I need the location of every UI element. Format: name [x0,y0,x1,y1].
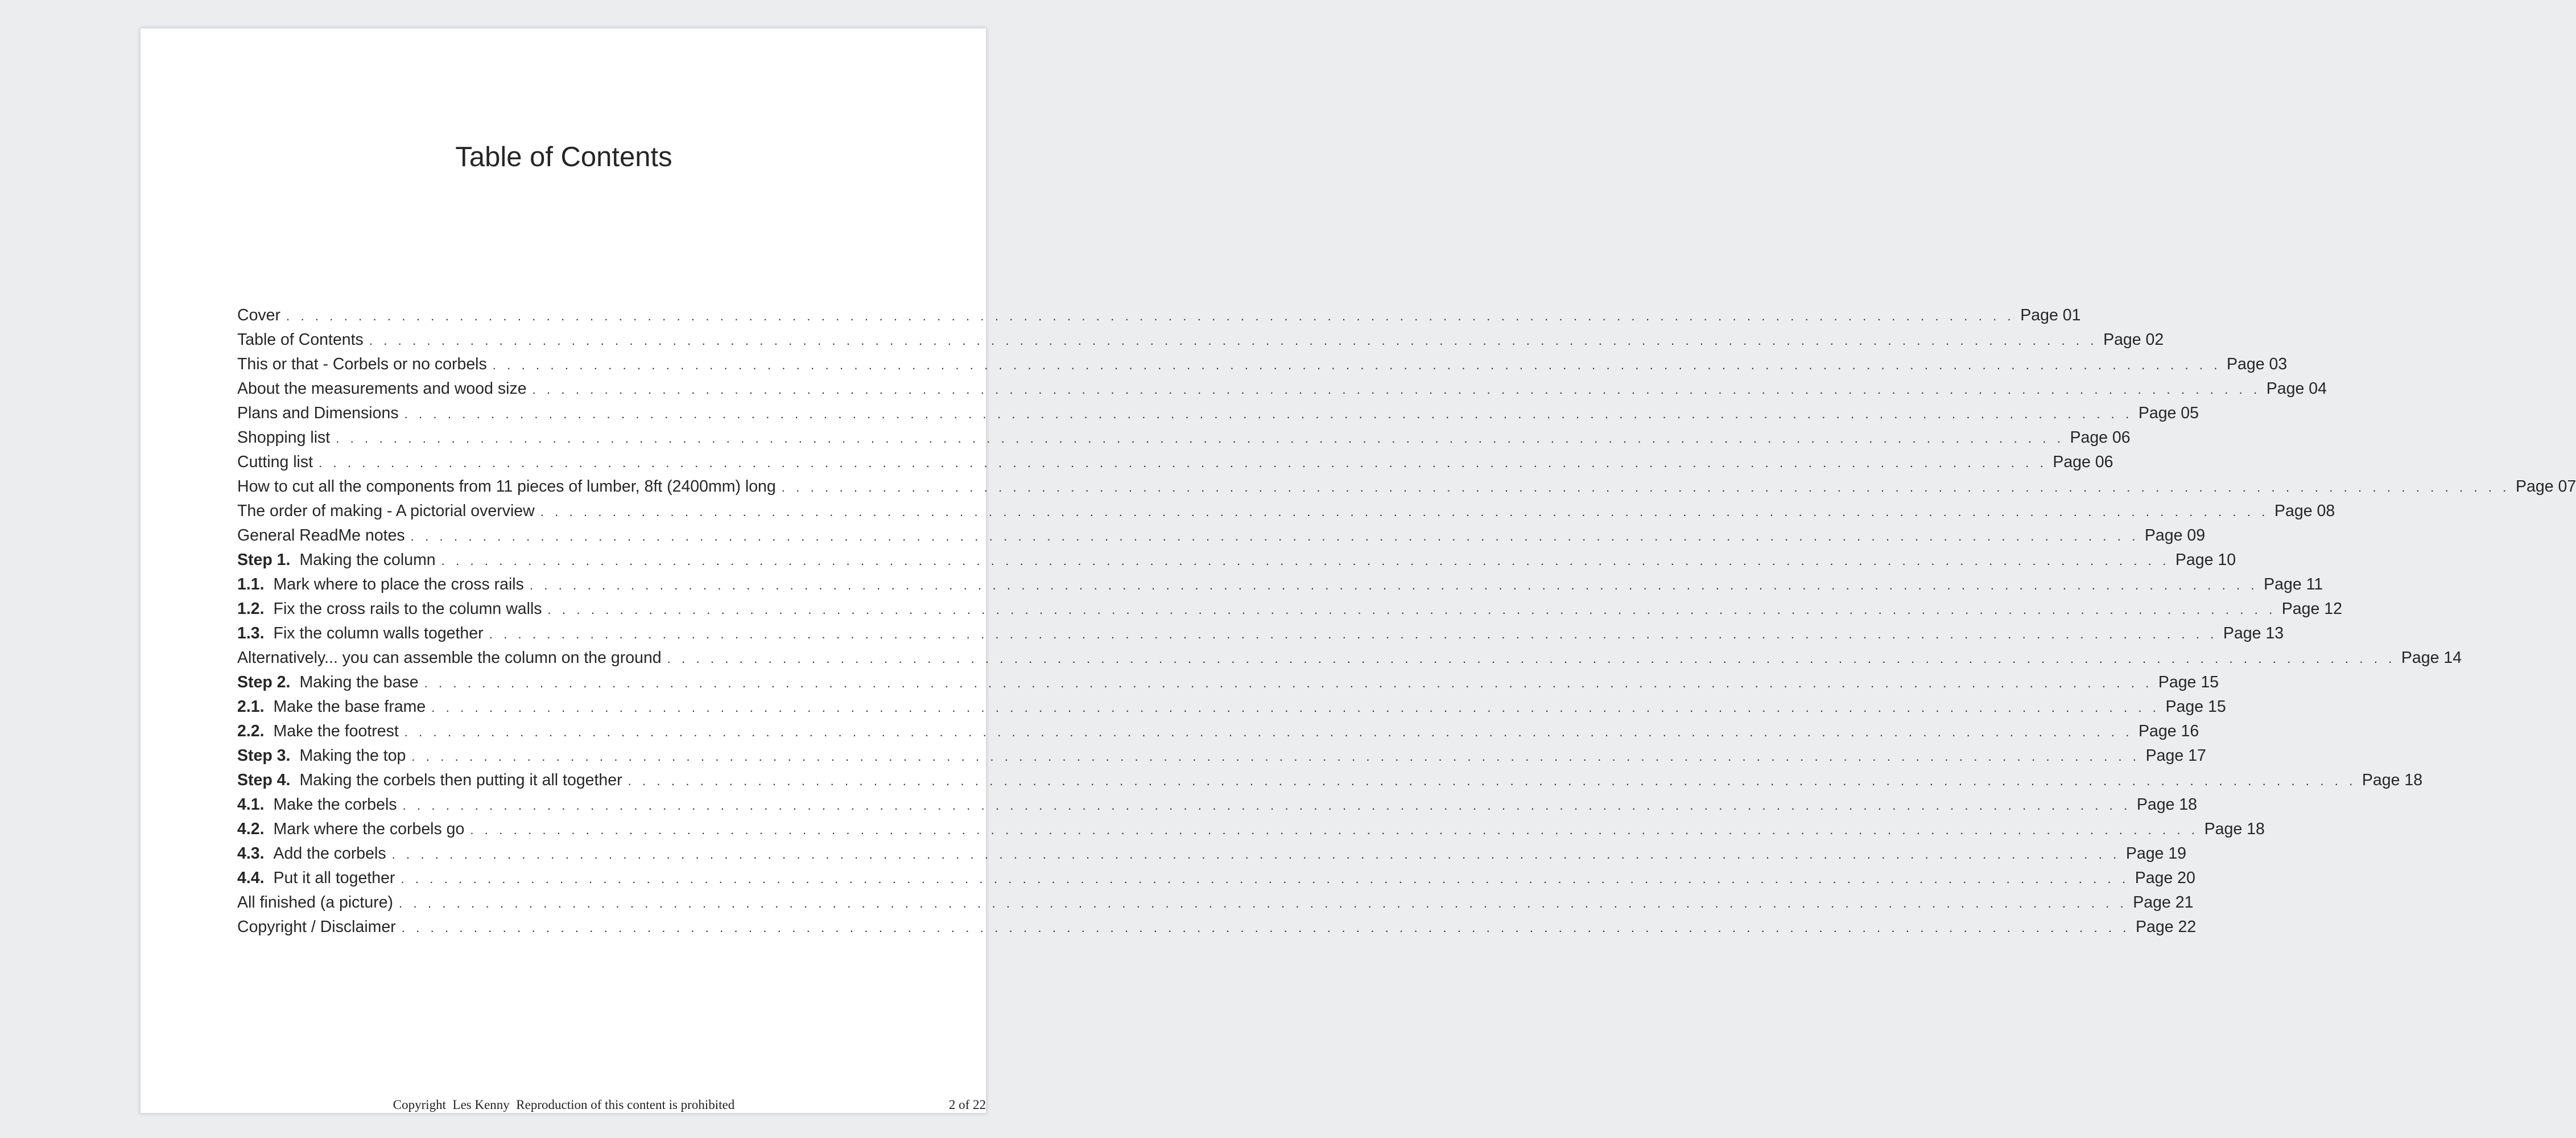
toc-entry-title [237,475,782,499]
toc-entry[interactable] [237,328,2164,352]
page-title: Table of Contents [455,142,672,172]
toc-entry[interactable] [237,866,2195,890]
toc-entry-title [237,548,441,572]
toc-entry[interactable] [237,621,2284,646]
toc-entry-page: Page 16 [2139,722,2199,740]
toc-entry-label: Add the corbels [273,844,386,863]
toc-entry[interactable] [237,817,2265,842]
toc-entry-number: 1.1. [237,575,265,593]
toc-entry-page: Page 22 [2136,918,2197,936]
toc-entry-label: Make the corbels [273,795,397,814]
toc-entry-page: Page 03 [2227,355,2288,373]
toc-entry-number: 4.4. [237,869,265,887]
toc-entry[interactable] [237,499,2335,523]
toc-entry-title [237,915,402,939]
toc-entry-page: Page 12 [2281,600,2342,618]
toc-entry-title [237,793,403,817]
toc-dot-leader: . . . . . . . . . . . . . . . . . . . . . . . . . . . . . . . . . . . . . . . . . . . . . . . . . . . . . . . . . . . . . . . . . . . . . . . . . . . . . . . . . . . . . . . . . . . . . . . . . . . . . . . . . . . . . . . . . . . . . . . . [369,333,2098,348]
toc-dot-leader: . . . . . . . . . . . . . . . . . . . . . . . . . . . . . . . . . . . . . . . . . . . . . . . . . . . . . . . . . . . . . . . . . . . . . . . . . . . . . . . . . . . . . . . . . . . . . . . . . . . . . . . . . . . . . . . . . . . . . . . . [489,627,2218,641]
toc-entry-number: 4.3. [237,844,265,863]
toc-entry-page: Page 06 [2053,453,2113,471]
toc-dot-leader: . . . . . . . . . . . . . . . . . . . . . . . . . . . . . . . . . . . . . . . . . . . . . . . . . . . . . . . . . . . . . . . . . . . . . . . . . . . . . . . . . . . . . . . . . . . . . . . . . . . . . . . . . . . . . . . . . . . . . . . . [492,358,2222,372]
toc-entry[interactable] [237,793,2198,817]
toc-entry[interactable] [237,695,2226,719]
toc-entry-page: Page 02 [2103,331,2164,349]
toc-entry-number: 4.1. [237,795,265,814]
toc-entry-page: Page 04 [2266,380,2327,398]
toc-entry-label: Fix the column walls together [273,624,484,642]
toc-entry-page: Page 18 [2204,820,2265,838]
toc-dot-leader: . . . . . . . . . . . . . . . . . . . . . . . . . . . . . . . . . . . . . . . . . . . . . . . . . . . . . . . . . . . . . . . . . . . . . . . . . . . . . . . . . . . . . . . . . . . . . . . . . . . . . . . . . . . . . . . . . . . . . . . . [404,407,2133,421]
toc-dot-leader: . . . . . . . . . . . . . . . . . . . . . . . . . . . . . . . . . . . . . . . . . . . . . . . . . . . . . . . . . . . . . . . . . . . . . . . . . . . . . . . . . . . . . . . . . . . . . . . . . . . . . . . . . . . . . . . . . . . . . . . . [391,847,2120,861]
toc-entry-label: Making the corbels then putting it all together [299,771,622,789]
toc-dot-leader: . . . . . . . . . . . . . . . . . . . . . . . . . . . . . . . . . . . . . . . . . . . . . . . . . . . . . . . . . . . . . . . . . . . . . . . . . . . . . . . . . . . . . . . . . . . . . . . . . . . . . . . . . . . . . . . . . . . . . . . . [399,896,2128,910]
toc-entry-number: Step 3. [237,747,291,765]
toc-entry-page: Page 14 [2401,649,2462,667]
toc-entry-title [237,401,404,426]
toc-dot-leader: . . . . . . . . . . . . . . . . . . . . . . . . . . . . . . . . . . . . . . . . . . . . . . . . . . . . . . . . . . . . . . . . . . . . . . . . . . . . . . . . . . . . . . . . . . . . . . . . . . . . . . . . . . . . . . . . . . . . . . . . [319,456,2047,470]
toc-entry-label: Cutting list [237,453,313,471]
toc-entry-page: Page 18 [2136,795,2198,814]
toc-entry-label: Copyright / Disclaimer [237,918,396,936]
toc-entry-label: Make the footrest [273,722,399,740]
toc-entry-label: About the measurements and wood size [237,380,527,398]
toc-dot-leader: . . . . . . . . . . . . . . . . . . . . . . . . . . . . . . . . . . . . . . . . . . . . . . . . . . . . . . . . . . . . . . . . . . . . . . . . . . . . . . . . . . . . . . . . . . . . . . . . . . . . . . . . . . . . . . . . . . . . . . . . [547,603,2276,617]
toc-entry-title [237,817,470,842]
toc-entry[interactable] [237,548,2236,572]
toc-entry-page: Page 11 [2264,575,2323,593]
toc-dot-leader: . . . . . . . . . . . . . . . . . . . . . . . . . . . . . . . . . . . . . . . . . . . . . . . . . . . . . . . . . . . . . . . . . . . . . . . . . . . . . . . . . . . . . . . . . . . . . . . . . . . . . . . . . . . . . . . . . . . . . . . . [402,798,2131,813]
toc-dot-leader: . . . . . . . . . . . . . . . . . . . . . . . . . . . . . . . . . . . . . . . . . . . . . . . . . . . . . . . . . . . . . . . . . . . . . . . . . . . . . . . . . . . . . . . . . . . . . . . . . . . . . . . . . . . . . . . . . . . . . . . . [404,725,2133,739]
toc-entry[interactable] [237,523,2206,548]
toc-entry-number: Step 4. [237,771,291,789]
toc-dot-leader: . . . . . . . . . . . . . . . . . . . . . . . . . . . . . . . . . . . . . . . . . . . . . . . . . . . . . . . . . . . . . . . . . . . . . . . . . . . . . . . . . . . . . . . . . . . . . . . . . . . . . . . . . . . . . . . . . . . . . . . . [667,652,2396,666]
toc-dot-leader: . . . . . . . . . . . . . . . . . . . . . . . . . . . . . . . . . . . . . . . . . . . . . . . . . . . . . . . . . . . . . . . . . . . . . . . . . . . . . . . . . . . . . . . . . . . . . . . . . . . . . . . . . . . . . . . . . . . . . . . . [532,382,2261,397]
toc-entry-number: 1.3. [237,624,265,642]
toc-entry-label: Making the top [299,747,406,765]
toc-dot-leader: . . . . . . . . . . . . . . . . . . . . . . . . . . . . . . . . . . . . . . . . . . . . . . . . . . . . . . . . . . . . . . . . . . . . . . . . . . . . . . . . . . . . . . . . . . . . . . . . . . . . . . . . . . . . . . . . . . . . . . . . [401,872,2129,886]
toc-entry[interactable] [237,426,2131,450]
toc-entry-label: Making the column [299,551,436,569]
toc-entry[interactable] [237,377,2327,401]
toc-entry-title [237,328,369,352]
toc-entry-title [237,866,401,890]
toc-entry-title [237,572,530,597]
toc-entry-number: Step 1. [237,551,291,569]
toc-dot-leader: . . . . . . . . . . . . . . . . . . . . . . . . . . . . . . . . . . . . . . . . . . . . . . . . . . . . . . . . . . . . . . . . . . . . . . . . . . . . . . . . . . . . . . . . . . . . . . . . . . . . . . . . . . . . . . . . . . . . . . . . [470,823,2199,837]
toc-entry[interactable] [237,842,2187,866]
toc-entry-page: Page 15 [2165,698,2226,716]
toc-entry-page: Page 09 [2144,526,2206,545]
toc-dot-leader: . . . . . . . . . . . . . . . . . . . . . . . . . . . . . . . . . . . . . . . . . . . . . . . . . . . . . . . . . . . . . . . . . . . . . . . . . . . . . . . . . . . . . . . . . . . . . . . . . . . . . . . . . . . . . . . . . . . . . . . . [286,309,2015,323]
toc-entry-title [237,768,628,793]
toc-dot-leader: . . . . . . . . . . . . . . . . . . . . . . . . . . . . . . . . . . . . . . . . . . . . . . . . . . . . . . . . . . . . . . . . . . . . . . . . . . . . . . . . . . . . . . . . . . . . . . . . . . . . . . . . . . . . . . . . . . . . . . . . [529,578,2259,592]
toc-entry-title [237,523,411,548]
toc-entry-title [237,352,493,377]
toc-entry-page: Page 01 [2020,306,2081,324]
toc-dot-leader: . . . . . . . . . . . . . . . . . . . . . . . . . . . . . . . . . . . . . . . . . . . . . . . . . . . . . . . . . . . . . . . . . . . . . . . . . . . . . . . . . . . . . . . . . . . . . . . . . . . . . . . . . . . . . . . . . . . . . . . . [336,431,2065,446]
toc-entry-label: Plans and Dimensions [237,404,399,422]
toc-dot-leader: . . . . . . . . . . . . . . . . . . . . . . . . . . . . . . . . . . . . . . . . . . . . . . . . . . . . . . . . . . . . . . . . . . . . . . . . . . . . . . . . . . . . . . . . . . . . . . . . . . . . . . . . . . . . . . . . . . . . . . . . [431,700,2160,715]
toc-entry-number: 1.2. [237,600,265,618]
toc-entry-title [237,426,336,450]
toc-entry-title [237,303,286,328]
table-of-contents [237,303,2576,939]
toc-entry-page: Page 05 [2138,404,2199,422]
toc-entry-page: Page 13 [2223,624,2284,642]
toc-entry-title [237,377,532,401]
toc-dot-leader: . . . . . . . . . . . . . . . . . . . . . . . . . . . . . . . . . . . . . . . . . . . . . . . . . . . . . . . . . . . . . . . . . . . . . . . . . . . . . . . . . . . . . . . . . . . . . . . . . . . . . . . . . . . . . . . . . . . . . . . . [411,749,2140,764]
toc-entry-page: Page 06 [2070,428,2131,447]
toc-entry-page: Page 20 [2135,869,2195,887]
toc-entry-page: Page 08 [2274,502,2335,520]
toc-entry-label: The order of making - A pictorial overview [237,502,535,520]
toc-entry-title [237,695,431,719]
toc-entry-title [237,744,411,768]
toc-entry-page: Page 18 [2362,771,2423,789]
toc-entry-title [237,597,548,621]
toc-entry[interactable] [237,450,2113,475]
document-page [140,28,2576,1114]
toc-dot-leader: . . . . . . . . . . . . . . . . . . . . . . . . . . . . . . . . . . . . . . . . . . . . . . . . . . . . . . . . . . . . . . . . . . . . . . . . . . . . . . . . . . . . . . . . . . . . . . . . . . . . . . . . . . . . . . . . . . . . . . . . [628,774,2356,788]
toc-dot-leader: . . . . . . . . . . . . . . . . . . . . . . . . . . . . . . . . . . . . . . . . . . . . . . . . . . . . . . . . . . . . . . . . . . . . . . . . . . . . . . . . . . . . . . . . . . . . . . . . . . . . . . . . . . . . . . . . . . . . . . . . [540,505,2269,519]
toc-entry[interactable] [237,303,2081,328]
footer-copyright: Copyright Les Kenny Reproduction of this content is prohibited [393,1098,735,1112]
toc-entry-label: Fix the cross rails to the column walls [273,600,542,618]
toc-dot-leader: . . . . . . . . . . . . . . . . . . . . . . . . . . . . . . . . . . . . . . . . . . . . . . . . . . . . . . . . . . . . . . . . . . . . . . . . . . . . . . . . . . . . . . . . . . . . . . . . . . . . . . . . . . . . . . . . . . . . . . . . [401,921,2130,935]
toc-entry[interactable] [237,768,2423,793]
toc-entry[interactable] [237,719,2199,744]
toc-entry-label: Put it all together [273,869,395,887]
toc-dot-leader: . . . . . . . . . . . . . . . . . . . . . . . . . . . . . . . . . . . . . . . . . . . . . . . . . . . . . . . . . . . . . . . . . . . . . . . . . . . . . . . . . . . . . . . . . . . . . . . . . . . . . . . . . . . . . . . . . . . . . . . . [441,554,2170,568]
toc-entry[interactable] [237,597,2342,621]
toc-entry-title [237,450,319,475]
toc-entry-page: Page 07 [2516,477,2576,496]
toc-entry-label: Alternatively... you can assemble the column on the ground [237,649,662,667]
toc-entry[interactable] [237,401,2199,426]
toc-entry-label: All finished (a picture) [237,893,394,912]
toc-entry-number: 2.2. [237,722,265,740]
toc-entry[interactable] [237,475,2576,499]
toc-entry[interactable] [237,670,2219,695]
toc-entry-label: General ReadMe notes [237,526,405,545]
toc-entry-title [237,719,404,744]
toc-entry-title [237,621,489,646]
toc-entry-number: 4.2. [237,820,265,838]
toc-entry-label: Mark where the corbels go [273,820,465,838]
toc-entry-number: Step 2. [237,673,291,691]
toc-entry-page: Page 10 [2175,551,2236,569]
toc-entry-label: Cover [237,306,281,324]
toc-entry-page: Page 15 [2158,673,2219,691]
toc-entry-label: Table of Contents [237,331,364,349]
toc-entry[interactable] [237,744,2206,768]
toc-entry-title [237,646,667,670]
toc-entry[interactable] [237,352,2288,377]
toc-entry-label: Shopping list [237,428,331,447]
toc-entry-page: Page 21 [2133,893,2194,912]
toc-entry-title [237,499,540,523]
toc-dot-leader: . . . . . . . . . . . . . . . . . . . . . . . . . . . . . . . . . . . . . . . . . . . . . . . . . . . . . . . . . . . . . . . . . . . . . . . . . . . . . . . . . . . . . . . . . . . . . . . . . . . . . . . . . . . . . . . . . . . . . . . . [410,529,2139,543]
toc-entry-page: Page 19 [2125,844,2187,863]
toc-entry[interactable] [237,572,2323,597]
toc-entry[interactable] [237,890,2194,915]
toc-entry-label: Make the base frame [273,698,426,716]
toc-entry-number: 2.1. [237,698,265,716]
toc-entry-page: Page 17 [2145,747,2206,765]
toc-entry[interactable] [237,915,2197,939]
toc-entry-label: Making the base [299,673,419,691]
toc-entry-label: How to cut all the components from 11 pieces of lumber, 8ft (2400mm) long [237,477,776,496]
toc-dot-leader: . . . . . . . . . . . . . . . . . . . . . . . . . . . . . . . . . . . . . . . . . . . . . . . . . . . . . . . . . . . . . . . . . . . . . . . . . . . . . . . . . . . . . . . . . . . . . . . . . . . . . . . . . . . . . . . . . . . . . . . . [424,676,2153,690]
toc-entry-label: This or that - Corbels or no corbels [237,355,487,373]
toc-dot-leader: . . . . . . . . . . . . . . . . . . . . . . . . . . . . . . . . . . . . . . . . . . . . . . . . . . . . . . . . . . . . . . . . . . . . . . . . . . . . . . . . . . . . . . . . . . . . . . . . . . . . . . . . . . . . . . . . . . . . . . . . [781,480,2511,494]
footer-page-indicator: 2 of 22 [948,1098,986,1112]
toc-entry-label: Mark where to place the cross rails [273,575,524,593]
toc-entry[interactable] [237,646,2462,670]
toc-entry-title [237,842,392,866]
toc-entry-title [237,890,399,915]
toc-entry-title [237,670,424,695]
